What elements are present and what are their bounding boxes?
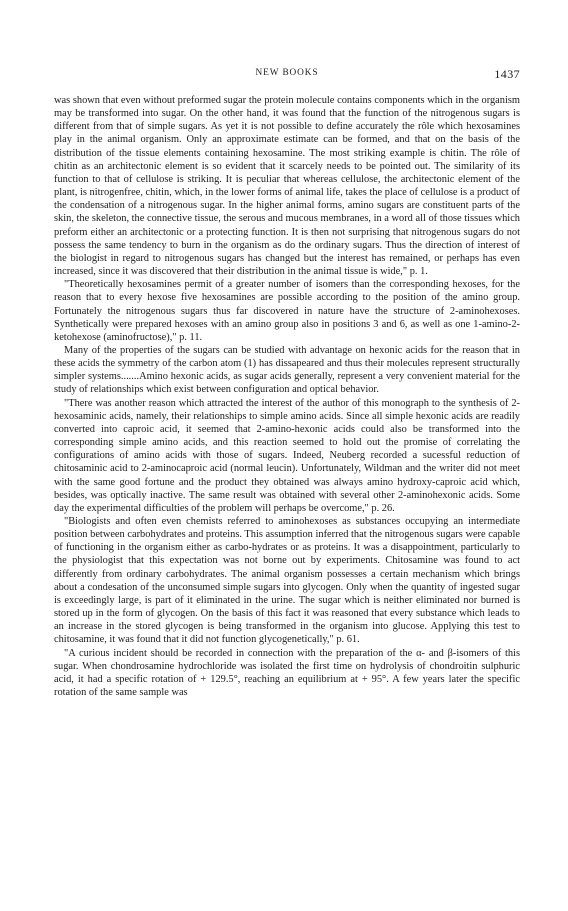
- running-header: [54, 68, 520, 84]
- paragraph: "Biologists and often even chemists referred to aminohexoses as substances occupying an intermediate position between carbohydrates and proteins. This assumption inferred that the nitrogenous sugars were capable of functioning in the organism either as carbo-hydrates or as proteins. It was a disappointment, particularly to the physiologist that this expectation was not borne out by experiments. Chitosamine was found to act differently from ordinary carbohydrates. The animal organism possesses a certain mechanism which brings about a condesation of the unconsumed simple sugars into glycogen. Only when the quantity of ingested sugar is exceedingly large, is part of it eliminated in the urine. The sugar which is neither eliminated nor burned is stored up in the form of glycogen. On the basis of this fact it was reasoned that every substance which leads to an increase in the stored glycogen is being transformed in the organism into glucose. Applying this test to chitosamine, it was found that it did not function glycogenetically," p. 61.: [54, 516, 520, 646]
- running-title: NEW BOOKS: [255, 68, 319, 78]
- paragraph: "Theoretically hexosamines permit of a greater number of isomers than the corresponding hexoses, for the reason that to every hexose five hexosamines are possible according to the position of the amino group. Fortunately the nitrogenous sugars thus far discovered in nature have the structure of 2-aminohexoses. Synthetically were prepared hexoses with an amino group also in positions 3 and 6, as well as one 1-amino-2-ketohexose (aminofructose)," p. 11.: [54, 279, 520, 343]
- paragraph: "There was another reason which attracted the interest of the author of this monograph to the synthesis of 2-hexosaminic acids, namely, their relationships to simple amino acids. Since all simple hexonic acids are readily converted into caproic acid, it seemed that 2-amino-hexonic acids could also be transformed into the corresponding simple amino acids, and this reaction seemed to hold out the promise of correlating the configurations of amino acids with those of sugars. Indeed, Neuberg recorded a sucessful reduction of chitosaminic acid to 2-aminocaproic acid (normal leucin). Unfortunately, Wildman and the writer did not meet with the same good fortune and the product they obtained was always amino hydroxy-caproic acid which, besides, was optically inactive. The same result was obtained with several other 2-aminohexonic acids. Some day the experimental difficulties of the problem will perhaps be overcome," p. 26.: [54, 397, 520, 514]
- paragraph: "A curious incident should be recorded in connection with the preparation of the α- and β-isomers of this sugar. When chondrosamine hydrochloride was isolated the first time on hydrolysis of chondroitin sulphuric acid, it had a specific rotation of + 129.5°, reaching an equilibrium at + 95°. A few years later the specific rotation of the same sample was: [54, 647, 520, 699]
- paragraph: Many of the properties of the sugars can be studied with advantage on hexonic acids for the reason that in these acids the symmetry of the carbon atom (1) has dissapeared and thus their molecules represent structurally simpler systems.......Amino hexonic acids, as sugar acids generally, represent a very convenient material for the study of relationships which exist between configuration and optical behavior.: [54, 344, 520, 396]
- page-number: 1437: [494, 67, 520, 81]
- body-text: [54, 94, 520, 699]
- paragraph: was shown that even without preformed sugar the protein molecule contains components which in the organism may be transformed into sugar. On the other hand, it was found that the function of the nitrogenous sugars is different from that of simple sugars. As yet it is not possible to define accurately the rôle which hexosamines play in the animal organism. Only an approximate estimate can be formed, and that on the basis of the distribution of the tissue elements containing hexosamine. The most striking example is chitin. The rôle of chitin as an architectonic element is so evident that it scarcely needs to be pointed out. The similarity of its function to that of cellulose is striking. It is peculiar that whereas cellulose, the architectonic element of the plant, is nitrogenfree, chitin, which, in the lower forms of animal life, takes the place of cellulose is a product of the condensation of a nitrogenous sugar. In the higher animal forms, amino sugars are constituent parts of the skin, the skeleton, the connective tissue, the serous and mucous membranes, in a word all of those tissues which preform either an architectonic or a protecting function. It is then not surprising that nitrogenous sugars do not possess the same tendency to burn in the organism as do the ordinary sugars. Thus the direction of interest of the biologist in regard to nitrogenous sugars has changed but the interest has remained, or perhaps has even increased, since it was discovered that their distribution in the animal tissue is wide," p. 1.: [54, 95, 520, 278]
